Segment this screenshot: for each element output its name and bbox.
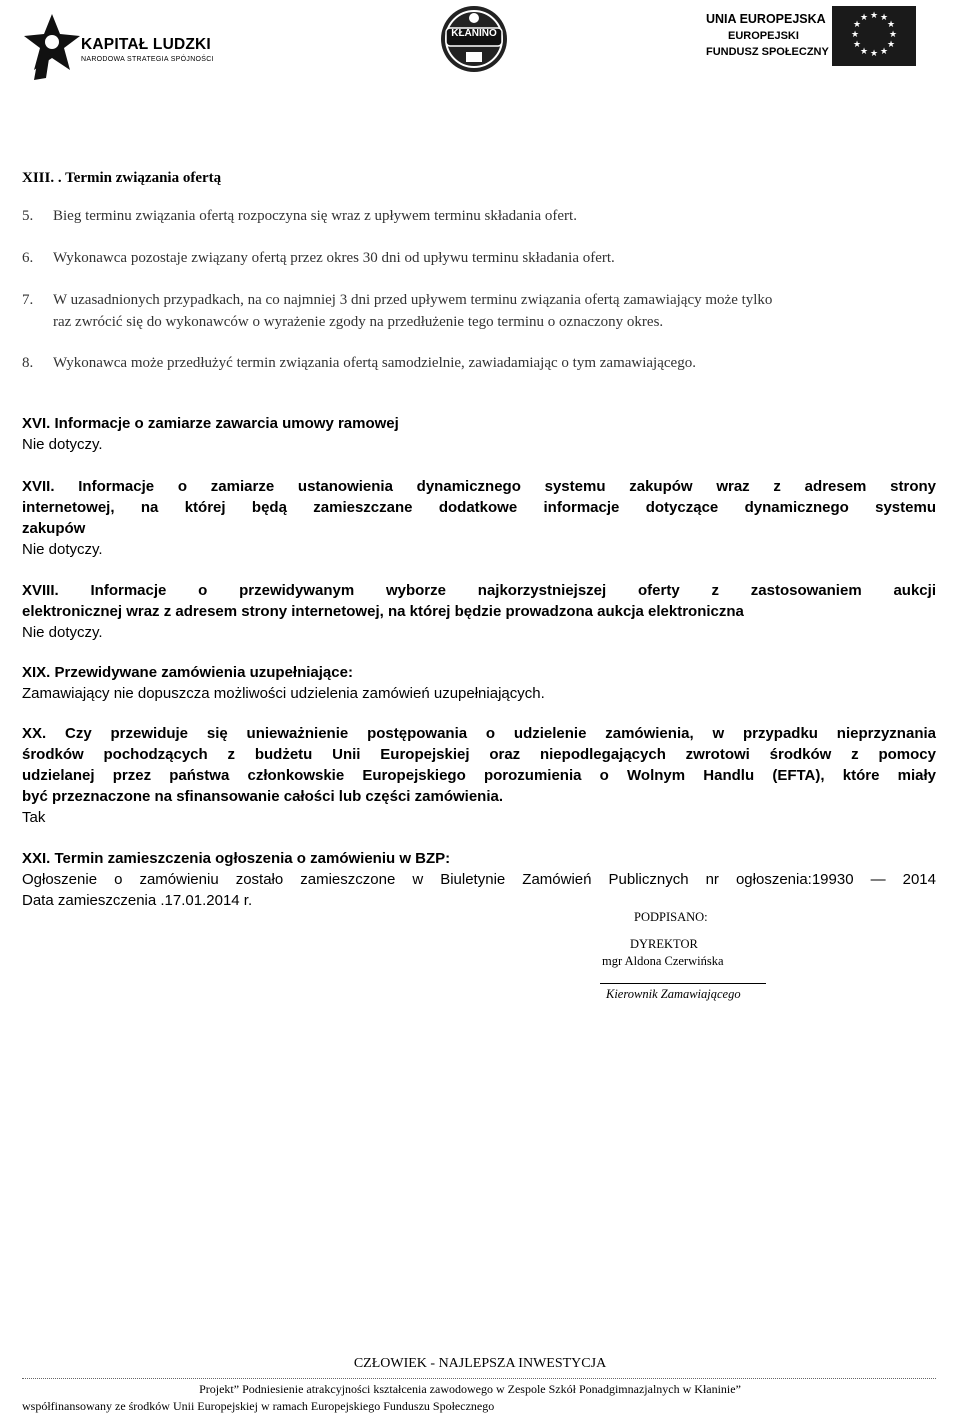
svg-text:★: ★ (859, 13, 869, 23)
svg-text:★: ★ (852, 40, 862, 50)
section-xviii-heading-line2: elektronicznej wraz z adresem strony internetowej, na której będzie prowadzona aukcja elektroniczna (22, 603, 744, 620)
section-xiii-heading: XIII. . Termin związania ofertą (22, 170, 222, 186)
section-xviii-heading-line1: XVIII. Informacje o przewidywanym wyborze najkorzystniejszej oferty z zastosowaniem aukcji (22, 582, 936, 599)
logo-right-line1: UNIA EUROPEJSKA (706, 12, 826, 26)
list-item: 7. W uzasadnionych przypadkach, na co najmniej 3 dni przed upływem terminu związania ofertą zamawiający może tylko (22, 292, 773, 308)
section-xvii-answer: Nie dotyczy. (22, 541, 103, 558)
list-item: 8. Wykonawca może przedłużyć termin związania ofertą samodzielnie, zawiadamiając o tym zamawiającego. (22, 355, 696, 371)
signer-title: Kierownik Zamawiającego (606, 987, 741, 1001)
svg-text:★: ★ (886, 40, 896, 50)
section-xx-heading-line4: być przeznaczone na sfinansowanie całości lub części zamówienia. (22, 788, 503, 805)
footer-funding: współfinansowany ze środków Unii Europejskiej w ramach Europejskiego Funduszu Społecznego (22, 1399, 495, 1413)
svg-text:★: ★ (879, 47, 889, 57)
section-xvi-answer: Nie dotyczy. (22, 436, 103, 453)
section-xix-heading: XIX. Przewidywane zamówienia uzupełniające: (22, 664, 353, 681)
signer-name: mgr Aldona Czerwińska (602, 954, 724, 968)
list-item-continuation: raz zwrócić się do wykonawców o wyrażenie zgody na przedłużenie tego terminu o oznaczony okres. (53, 314, 664, 330)
list-item: 6. Wykonawca pozostaje związany ofertą przez okres 30 dni od upływu terminu składania ofert. (22, 250, 615, 266)
eu-logo (700, 6, 918, 68)
svg-text:★: ★ (850, 30, 860, 40)
logo-center-text: KŁANINO (451, 28, 497, 39)
svg-text:★: ★ (869, 49, 879, 59)
section-xx-heading-line3: udzielanej przez państwa członkowskie Europejskiego porozumienia o Wolnym Handlu (EFTA), które miały (22, 767, 936, 784)
svg-text:★: ★ (886, 20, 896, 30)
logo-right-line3: FUNDUSZ SPOŁECZNY (706, 46, 829, 58)
section-xx-heading-line1: XX. Czy przewiduje się unieważnienie postępowania o udzielenie zamówienia, w przypadku nieprzyznania (22, 725, 936, 742)
section-xx-heading-line2: środków pochodzących z budżetu Unii Europejskiej oraz niepodlegających zwrotowi środków z pomocy (22, 746, 936, 763)
signed-label: PODPISANO: (634, 910, 708, 924)
section-xix-answer: Zamawiający nie dopuszcza możliwości udzielenia zamówień uzupełniających. (22, 685, 545, 702)
logo-left-subtitle: NARODOWA STRATEGIA SPÓJNOŚCI (81, 56, 214, 63)
klanino-logo (438, 4, 510, 74)
footer-project: Projekt” Podniesienie atrakcyjności kształcenia zawodowego w Zespole Szkół Ponadgimnazjalnych w Kłaninie” (199, 1382, 741, 1396)
section-xxi-line1: Ogłoszenie o zamówieniu zostało zamieszczone w Biuletynie Zamówień Publicznych nr ogłoszenia:19930 — 2014 (22, 871, 936, 888)
section-xx-answer: Tak (22, 809, 46, 826)
kapital-ludzki-logo (24, 12, 224, 82)
section-xxi-heading: XXI. Termin zamieszczenia ogłoszenia o zamówieniu w BZP: (22, 850, 451, 867)
svg-text:★: ★ (859, 47, 869, 57)
svg-text:★: ★ (888, 30, 898, 40)
klanino-emblem-icon (438, 4, 510, 74)
logo-left-title: KAPITAŁ LUDZKI (81, 36, 211, 53)
section-xvii-heading-line3: zakupów (22, 520, 86, 537)
list-item: 5. Bieg terminu związania ofertą rozpoczyna się wraz z upływem terminu składania ofert. (22, 208, 577, 224)
logo-right-line2: EUROPEJSKI (728, 30, 799, 42)
eu-flag-icon (832, 6, 916, 66)
footer-divider (22, 1378, 936, 1379)
svg-text:★: ★ (879, 13, 889, 23)
section-xviii-answer: Nie dotyczy. (22, 624, 103, 641)
section-xvi-heading: XVI. Informacje o zamiarze zawarcia umowy ramowej (22, 415, 399, 432)
svg-text:★: ★ (869, 11, 879, 21)
signer-role: DYREKTOR (630, 937, 698, 951)
kapital-ludzki-emblem-icon (24, 12, 80, 82)
footer-motto: CZŁOWIEK - NAJLEPSZA INWESTYCJA (353, 1356, 607, 1371)
section-xxi-line2: Data zamieszczenia .17.01.2014 r. (22, 892, 253, 909)
signature-line (600, 983, 766, 984)
svg-text:★: ★ (852, 20, 862, 30)
section-xvii-heading-line1: XVII. Informacje o zamiarze ustanowienia dynamicznego systemu zakupów wraz z adresem strony (22, 478, 936, 495)
section-xvii-heading-line2: internetowej, na której będą zamieszczane dodatkowe informacje dotyczące dynamicznego systemu (22, 499, 936, 516)
